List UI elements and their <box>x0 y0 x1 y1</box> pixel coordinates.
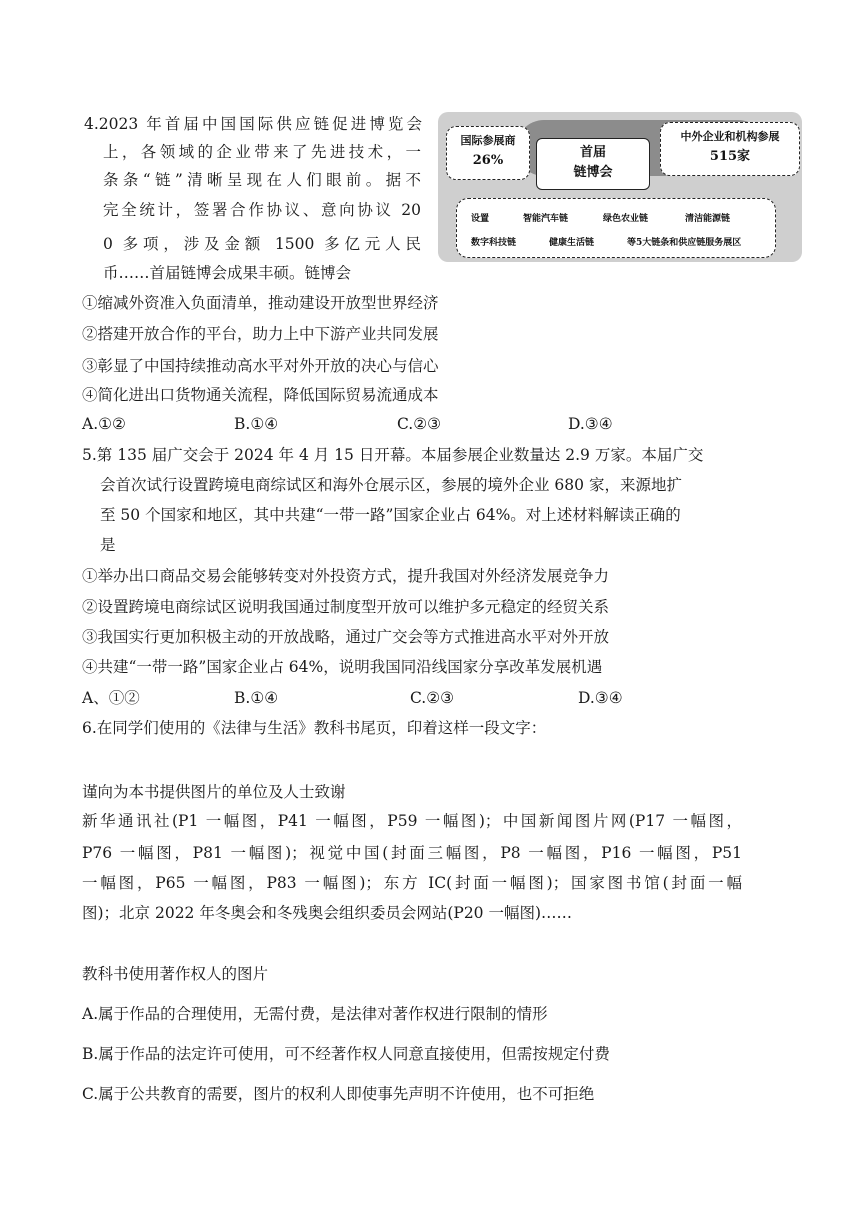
chain-item: 绿色农业链 <box>603 214 649 224</box>
chain-item: 清洁能源链 <box>685 214 731 224</box>
q4-statement-2: ②搭建开放合作的平台，助力上中下游产业共同发展 <box>82 325 439 343</box>
chain-item: 数字科技链 <box>471 238 517 248</box>
q6-thanks-line: P76 一幅图，P81 一幅图)；视觉中国(封面三幅图，P8 一幅图，P16 一幅图，P51 <box>82 844 742 862</box>
q6-option-b[interactable]: B.属于作品的法定许可使用，可不经著作权人同意直接使用，但需按规定付费 <box>82 1045 610 1063</box>
q4-statement-1: ①缩减外资准入负面清单，推动建设开放型世界经济 <box>82 294 439 312</box>
intl-exhibitors-value: 26% <box>472 153 504 168</box>
q6-thanks-title: 谨向为本书提供图片的单位及人士致谢 <box>82 783 346 801</box>
q6-thanks-line: 图)；北京 2022 年冬奥会和冬残奥会组织委员会网站(P20 一幅图)…… <box>82 904 573 922</box>
chains-box <box>456 198 776 258</box>
chain-item: 健康生活链 <box>549 238 595 248</box>
q5-statement-1: ①举办出口商品交易会能够转变对外投资方式，提升我国对外经济发展竞争力 <box>82 567 610 585</box>
expo-infographic <box>438 112 802 262</box>
chain-item: 等5大链条和供应链服务展区 <box>627 238 742 248</box>
q6-question: 教科书使用著作权人的图片 <box>82 965 269 983</box>
q6-stem: 6.在同学们使用的《法律与生活》教科书尾页，印着这样一段文字： <box>82 719 547 737</box>
participants-value: 515家 <box>709 149 751 164</box>
q5-option-b[interactable]: B.①④ <box>234 689 279 707</box>
q5-line: 是 <box>100 536 116 554</box>
q4-statement-3: ③彰显了中国持续推动高水平对外开放的决心与信心 <box>82 357 439 375</box>
q5-option-a[interactable]: A、①② <box>82 689 140 707</box>
q4-line: 完全统计，签署合作协议、意向协议 20 <box>103 201 421 219</box>
q6-option-a[interactable]: A.属于作品的合理使用，无需付费，是法律对著作权进行限制的情形 <box>82 1005 548 1023</box>
intl-exhibitors-label: 国际参展商 <box>460 134 516 147</box>
q4-option-b[interactable]: B.①④ <box>234 415 279 433</box>
q5-option-d[interactable]: D.③④ <box>578 689 623 707</box>
participants-label: 中外企业和机构参展 <box>680 130 780 143</box>
q6-option-c[interactable]: C.属于公共教育的需要，图片的权利人即使事先声明不许使用，也不可拒绝 <box>82 1085 595 1103</box>
intl-exhibitors-box <box>446 126 530 180</box>
q4-option-d[interactable]: D.③④ <box>568 415 613 433</box>
q5-line: 会首次试行设置跨境电商综试区和海外仓展示区，参展的境外企业 680 家，来源地扩 <box>100 476 682 494</box>
q6-thanks-line: 一幅图，P65 一幅图，P83 一幅图)；东方 IC(封面一幅图)；国家图书馆(封面一幅 <box>82 874 742 892</box>
chains-setup-label: 设置 <box>471 214 490 224</box>
q4-option-a[interactable]: A.①② <box>82 415 126 433</box>
q5-option-c[interactable]: C.②③ <box>410 689 455 707</box>
participants-box <box>660 122 800 176</box>
q5-statement-3: ③我国实行更加积极主动的开放战略，通过广交会等方式推进高水平对外开放 <box>82 628 610 646</box>
expo-title-line2: 链博会 <box>573 165 613 180</box>
q5-statement-4: ④共建“一带一路”国家企业占 64%，说明我国同沿线国家分享改革发展机遇 <box>82 658 603 676</box>
q4-line: 上，各领域的企业带来了先进技术，一 <box>103 143 421 161</box>
q5-line: 5.第 135 届广交会于 2024 年 4 月 15 日开幕。本届参展企业数量达 2.9 万家。本届广交 <box>82 446 704 464</box>
q5-line: 至 50 个国家和地区，其中共建“一带一路”国家企业占 64%。对上述材料解读正确的 <box>100 506 681 524</box>
q4-line: 0 多项，涉及金额 1500 多亿元人民 <box>103 235 421 253</box>
q4-statement-4: ④简化进出口货物通关流程，降低国际贸易流通成本 <box>82 386 439 404</box>
q5-statement-2: ②设置跨境电商综试区说明我国通过制度型开放可以维护多元稳定的经贸关系 <box>82 598 610 616</box>
chain-item: 智能汽车链 <box>523 214 569 224</box>
q4-option-c[interactable]: C.②③ <box>397 415 442 433</box>
q4-line: 币……首届链博会成果丰硕。链博会 <box>103 264 352 282</box>
expo-title-line1: 首届 <box>579 145 606 160</box>
q6-thanks-line: 新华通讯社(P1 一幅图，P41 一幅图，P59 一幅图)；中国新闻图片网(P17 一幅图， <box>82 812 742 830</box>
expo-title-box <box>536 138 650 190</box>
q4-line: 条条“链”清晰呈现在人们眼前。据不 <box>103 171 421 189</box>
q4-line: 4.2023 年首届中国国际供应链促进博览会 <box>84 115 422 133</box>
